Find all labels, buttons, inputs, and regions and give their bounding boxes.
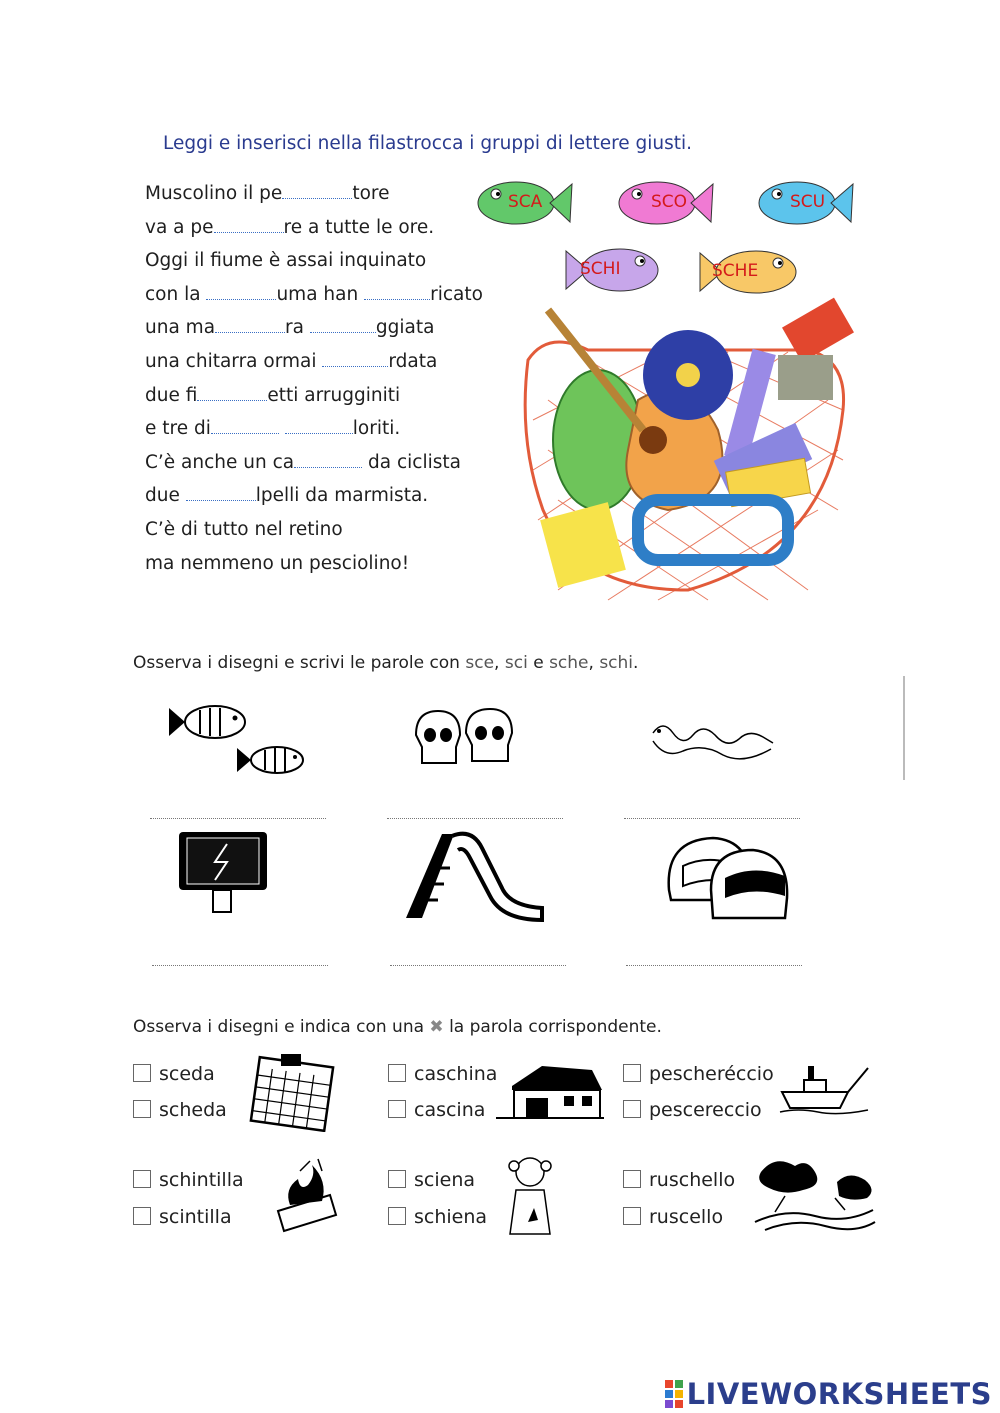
edge-divider: [903, 676, 905, 780]
letter-group: sche: [549, 653, 589, 673]
fish-schi: [562, 243, 662, 295]
poem-text: e tre di: [145, 418, 211, 440]
poem-text: ggiata: [375, 317, 435, 339]
answer-line[interactable]: [152, 965, 328, 966]
fish-scu: [755, 176, 855, 228]
option-caschina[interactable]: [388, 1063, 497, 1085]
fish-label: SCHE: [712, 261, 759, 281]
checkbox[interactable]: [623, 1170, 641, 1188]
poem-line: [145, 311, 483, 345]
fish-label: SCO: [651, 192, 688, 212]
poem-text: una chitarra ormai: [145, 350, 323, 372]
poem-text: con la: [145, 283, 207, 305]
poem-line: [145, 379, 483, 413]
poem-line: [145, 479, 483, 513]
option-label: cascina: [414, 1099, 486, 1121]
answer-line[interactable]: [150, 818, 326, 819]
poem-text: loriti.: [352, 418, 401, 440]
poem-text: rdata: [388, 350, 438, 372]
poem-text: C’è di tutto nel retino: [145, 518, 343, 540]
poem-text: una ma: [145, 317, 216, 339]
fill-blank[interactable]: [186, 486, 256, 501]
poem-line: [145, 446, 483, 480]
girl-back-drawing-icon: [500, 1150, 560, 1238]
checkbox[interactable]: [623, 1064, 641, 1082]
letter-group: sce: [465, 653, 495, 673]
checkbox[interactable]: [133, 1207, 151, 1225]
letter-group: schi: [599, 653, 634, 673]
option-label: schiena: [414, 1206, 488, 1228]
brand-name: LIVEWORKSHEETS: [686, 1377, 992, 1411]
instruction-text: e: [527, 653, 550, 673]
answer-line[interactable]: [626, 965, 802, 966]
checkbox[interactable]: [133, 1064, 151, 1082]
option-ruschello[interactable]: [623, 1169, 735, 1191]
option-sceda[interactable]: [133, 1063, 215, 1085]
fill-blank[interactable]: [211, 419, 279, 434]
answer-line[interactable]: [624, 818, 800, 819]
fish-drawing-icon: [165, 700, 315, 780]
instruction-text: Osserva i disegni e indica con una: [133, 1017, 430, 1037]
answer-line[interactable]: [390, 965, 566, 966]
fill-blank[interactable]: [322, 352, 388, 367]
option-pescereccio[interactable]: pescereccio: [623, 1099, 762, 1121]
poem-text: due: [145, 485, 186, 507]
spark-fire-drawing-icon: [270, 1155, 342, 1235]
option-cascina[interactable]: [388, 1099, 485, 1121]
farmhouse-drawing-icon: [492, 1060, 608, 1122]
fish-label: SCU: [790, 192, 826, 212]
poem-text: ricato: [430, 283, 483, 305]
fill-blank[interactable]: [310, 318, 376, 333]
exercise3-instruction: [133, 1017, 662, 1037]
option-label: scintilla: [159, 1206, 232, 1228]
option-label: ruschello: [649, 1169, 736, 1191]
poem-text: ra: [285, 317, 310, 339]
instruction-text: la parola corrispondente.: [443, 1017, 662, 1037]
option-schiena[interactable]: [388, 1206, 487, 1228]
poem-text: etti arrugginiti: [267, 384, 401, 406]
letter-group: sci: [504, 653, 528, 673]
checkbox[interactable]: [623, 1207, 641, 1225]
poem-text: da ciclista: [362, 451, 461, 473]
poem-text: ma nemmeno un pesciolino!: [145, 552, 410, 574]
skulls-drawing-icon: [410, 705, 520, 775]
fill-blank[interactable]: [206, 285, 276, 300]
instruction-text: .: [633, 653, 639, 673]
checkbox[interactable]: [388, 1100, 406, 1118]
option-sciena[interactable]: [388, 1169, 475, 1191]
poem-text: lpelli da marmista.: [255, 485, 429, 507]
poem: [145, 177, 483, 580]
poem-line: [145, 211, 483, 245]
checkbox[interactable]: [388, 1207, 406, 1225]
option-schintilla[interactable]: [133, 1169, 244, 1191]
poem-text: re a tutte le ore.: [283, 216, 435, 238]
poem-line: [145, 412, 483, 446]
poem-text: Muscolino il pe: [145, 183, 283, 204]
option-label: ruscello: [649, 1206, 724, 1228]
fill-blank[interactable]: [364, 285, 430, 300]
exercise1-instruction: Leggi e inserisci nella filastrocca i gruppi di lettere giusti.: [163, 133, 693, 154]
poem-line: [145, 278, 483, 312]
poem-text: due fi: [145, 384, 198, 406]
option-ruscello[interactable]: [623, 1206, 723, 1228]
fill-blank[interactable]: [214, 218, 284, 233]
cross-mark-icon: ✖: [429, 1017, 444, 1037]
checkbox[interactable]: [388, 1170, 406, 1188]
option-scheda[interactable]: [133, 1099, 227, 1121]
liveworksheets-mark-icon: [665, 1380, 683, 1408]
fishing-net-illustration: [488, 290, 858, 610]
stream-drawing-icon: [745, 1152, 880, 1234]
fish-sco: [615, 176, 715, 228]
option-scintilla[interactable]: [133, 1206, 232, 1228]
poem-text: C’è anche un ca: [145, 451, 295, 473]
option-label: caschina: [414, 1063, 498, 1085]
helmets-drawing-icon: [663, 830, 793, 925]
poem-text: uma han: [276, 283, 365, 305]
snake-drawing-icon: [643, 715, 778, 770]
poem-line: [145, 177, 483, 211]
instruction-text: ,: [588, 653, 600, 673]
checkbox[interactable]: [623, 1100, 641, 1118]
fish-label: SCHI: [580, 259, 621, 279]
poem-line: [145, 244, 483, 278]
fill-blank[interactable]: [282, 184, 352, 199]
fish-sca: [474, 176, 574, 228]
slide-drawing-icon: [402, 828, 552, 928]
option-label: scheda: [159, 1099, 227, 1121]
option-label: sceda: [159, 1063, 215, 1085]
poem-line: [145, 547, 483, 581]
instruction-text: Osserva i disegni e scrivi le parole con: [133, 653, 466, 673]
fill-blank[interactable]: [215, 318, 285, 333]
checkbox[interactable]: [388, 1064, 406, 1082]
fill-blank[interactable]: [294, 453, 362, 468]
poem-text: Oggi il fiume è assai inquinato: [145, 250, 427, 272]
poem-line: [145, 513, 483, 547]
checkbox[interactable]: [133, 1170, 151, 1188]
calendar-drawing-icon: [245, 1052, 335, 1132]
answer-line[interactable]: [387, 818, 563, 819]
option-label: sciena: [414, 1169, 475, 1191]
option-peschereccio[interactable]: pescheréccio: [623, 1063, 774, 1085]
poem-text: tore: [352, 183, 390, 204]
poem-text: va a pe: [145, 216, 214, 238]
poem-line: [145, 345, 483, 379]
liveworksheets-logo[interactable]: [665, 1377, 992, 1411]
fish-label: SCA: [508, 192, 543, 212]
checkbox[interactable]: [133, 1100, 151, 1118]
option-label: schintilla: [159, 1169, 244, 1191]
exercise2-instruction: [133, 653, 638, 673]
fill-blank[interactable]: [197, 386, 267, 401]
fishing-boat-drawing-icon: [778, 1062, 873, 1118]
screen-drawing-icon: [175, 828, 275, 918]
instruction-text: ,: [494, 653, 505, 673]
fill-blank[interactable]: [285, 419, 353, 434]
